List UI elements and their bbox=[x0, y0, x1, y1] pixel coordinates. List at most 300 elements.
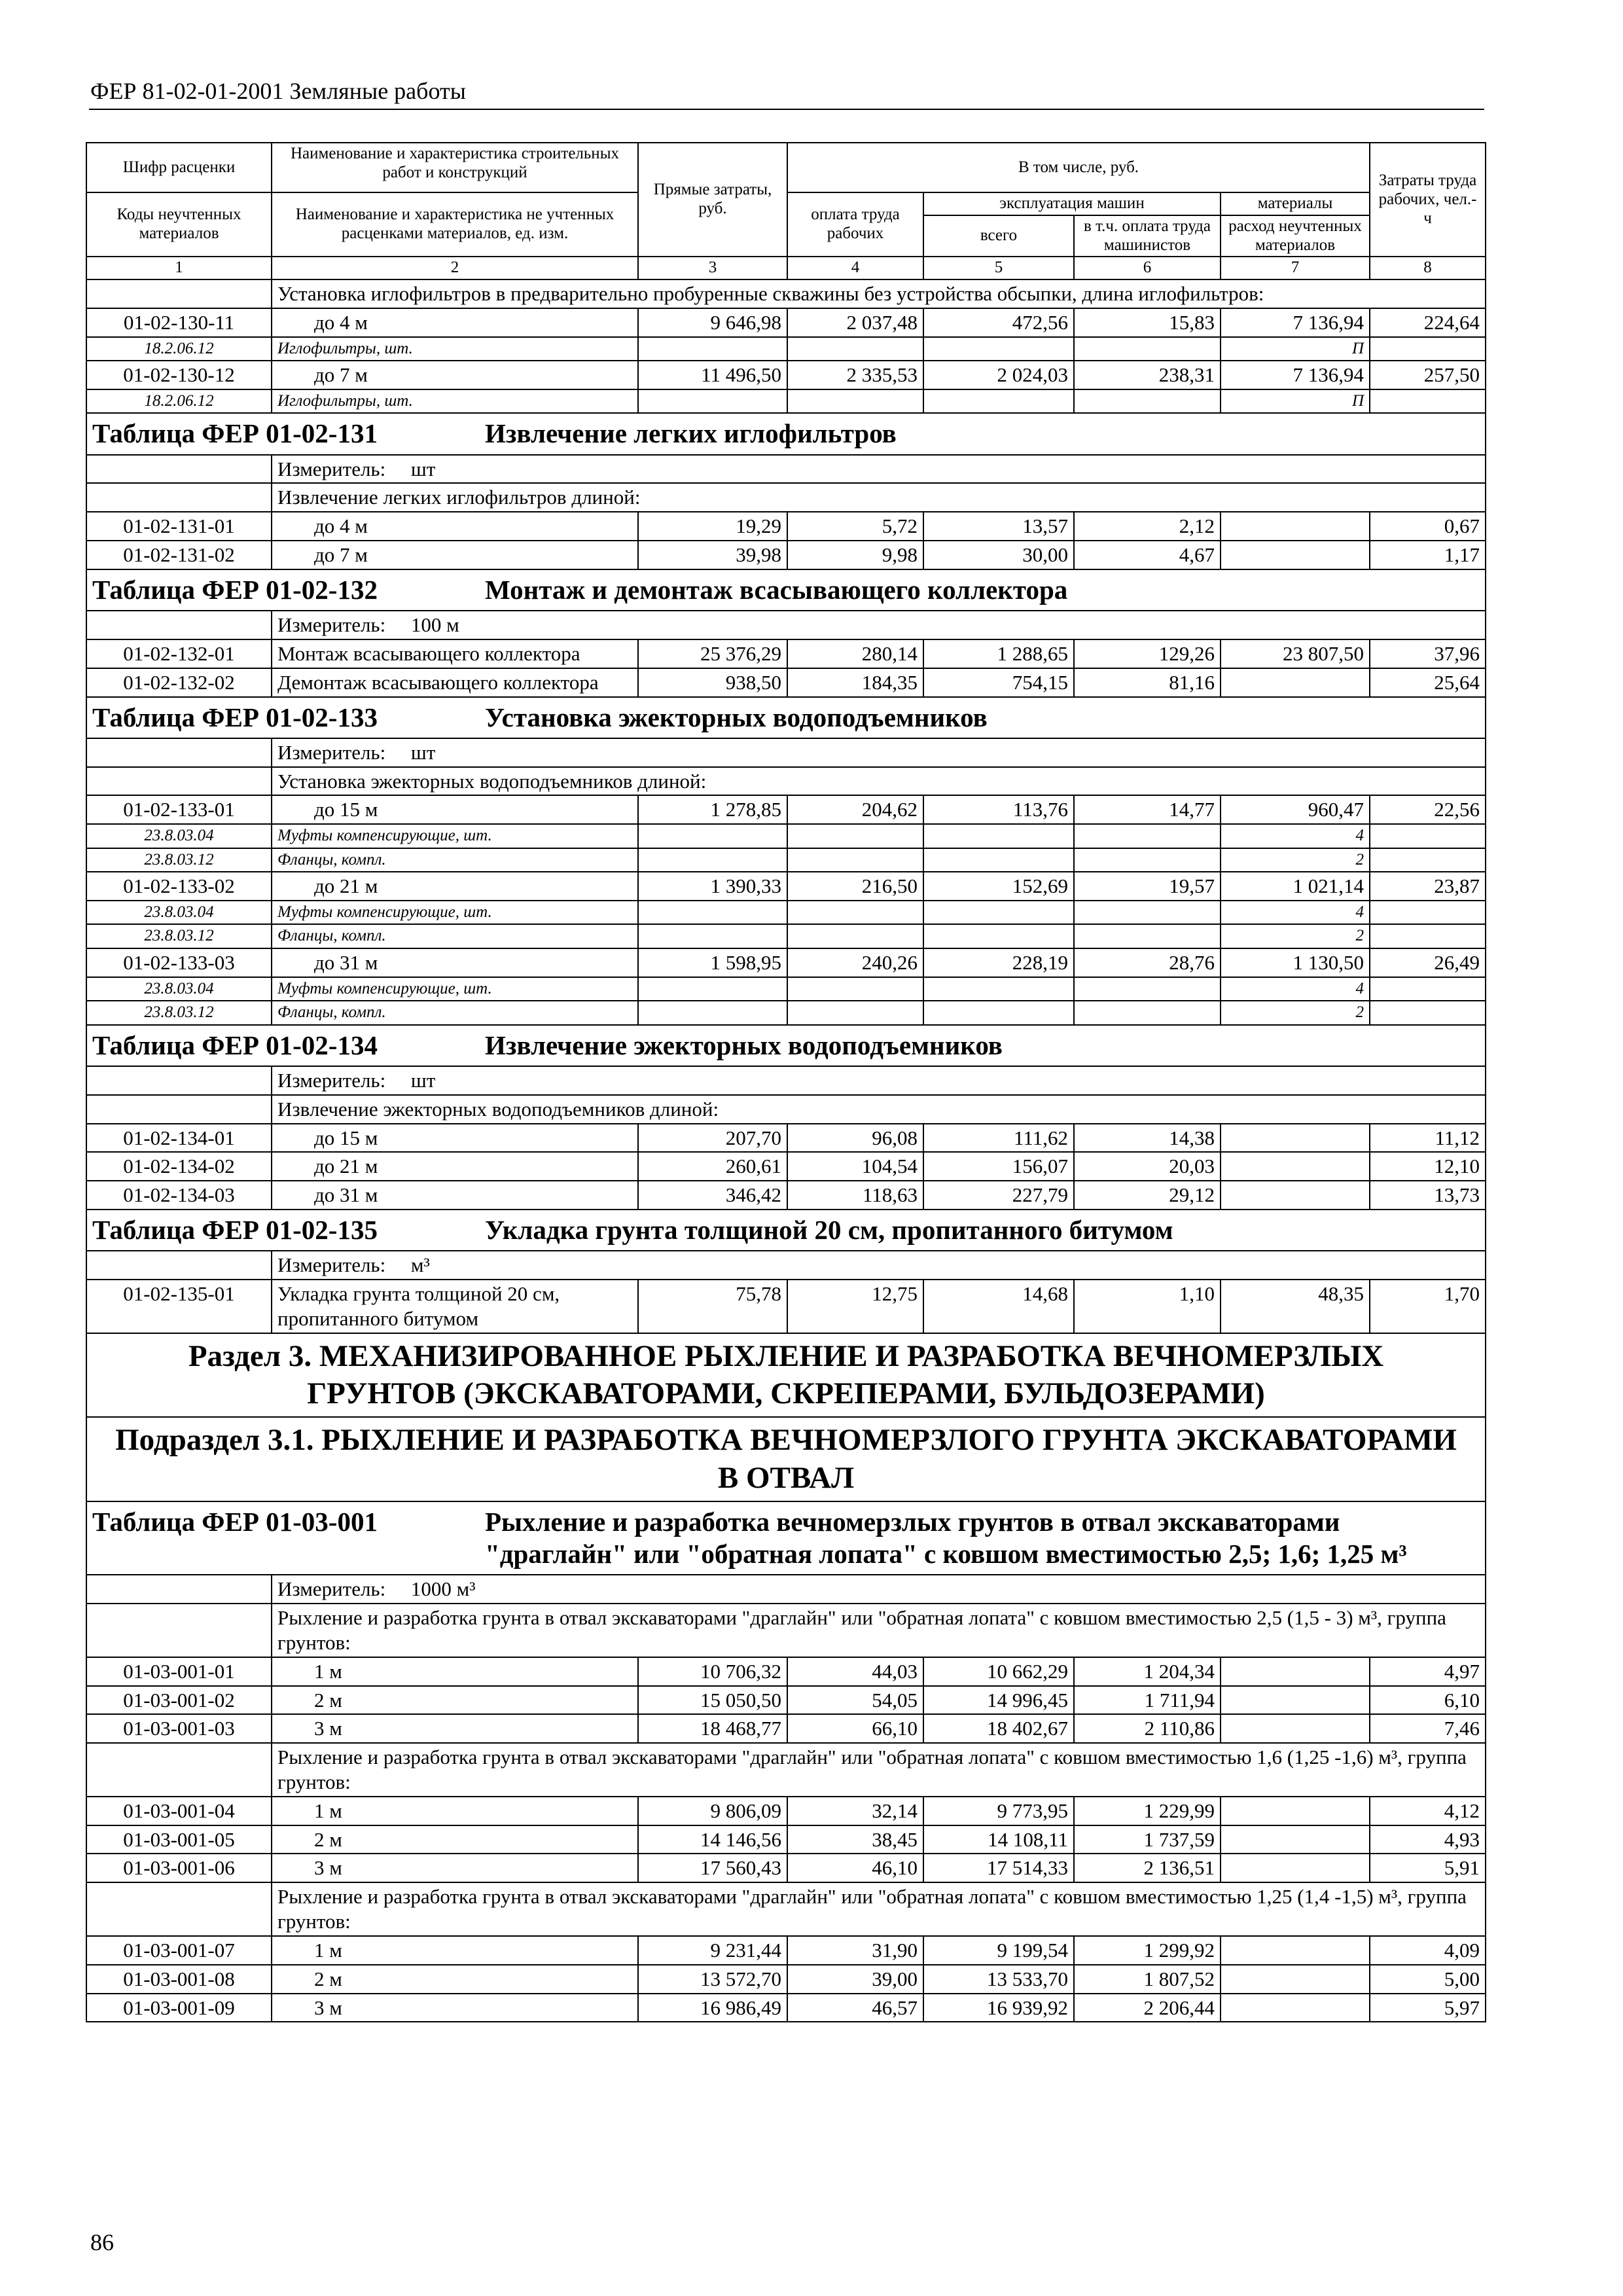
col-num: 2 bbox=[272, 257, 638, 279]
empty-cell bbox=[638, 389, 787, 414]
unit-text: Измеритель: 1000 м³ bbox=[272, 1575, 1486, 1604]
rate-value: 5,91 bbox=[1370, 1854, 1486, 1882]
rate-value: 224,64 bbox=[1370, 308, 1486, 337]
rate-value bbox=[1221, 1124, 1370, 1153]
rate-value: 10 706,32 bbox=[638, 1657, 787, 1686]
rate-value: 240,26 bbox=[787, 948, 923, 977]
unit-text: Измеритель: м³ bbox=[272, 1251, 1486, 1280]
rates-table bbox=[86, 142, 1486, 2022]
material-row bbox=[86, 901, 1486, 925]
table-row bbox=[86, 1825, 1486, 1854]
rate-value: 238,31 bbox=[1074, 361, 1221, 389]
group-intro-row bbox=[86, 1743, 1486, 1797]
rate-code: 01-03-001-05 bbox=[86, 1825, 272, 1854]
empty-cell bbox=[1370, 977, 1486, 1001]
empty-cell bbox=[1074, 977, 1221, 1001]
rate-value: 4,09 bbox=[1370, 1936, 1486, 1965]
unit-text: Измеритель: шт bbox=[272, 738, 1486, 767]
rate-value: 23,87 bbox=[1370, 872, 1486, 901]
rate-value: 152,69 bbox=[923, 872, 1074, 901]
rate-name: до 21 м bbox=[272, 872, 638, 901]
material-code: 23.8.03.04 bbox=[86, 977, 272, 1001]
unit-blank bbox=[86, 611, 272, 639]
col-head-vtom: В том числе, руб. bbox=[787, 143, 1370, 192]
rate-value: 2,12 bbox=[1074, 512, 1221, 541]
empty-cell bbox=[1074, 924, 1221, 948]
rate-value: 17 514,33 bbox=[923, 1854, 1074, 1882]
rate-value bbox=[1221, 1181, 1370, 1210]
header-row-1 bbox=[86, 143, 1486, 192]
rate-value: 227,79 bbox=[923, 1181, 1074, 1210]
rate-value: 15 050,50 bbox=[638, 1686, 787, 1715]
group-intro-text: Установка эжекторных водоподъемников длиной: bbox=[272, 767, 1486, 796]
rate-code: 01-03-001-04 bbox=[86, 1797, 272, 1825]
table-title-row bbox=[86, 1210, 1486, 1251]
unit-blank bbox=[86, 738, 272, 767]
table-title: Извлечение легких иглофильтров bbox=[485, 418, 897, 449]
subsection-heading: Подраздел 3.1. РЫХЛЕНИЕ И РАЗРАБОТКА ВЕЧНОМЕРЗЛОГО ГРУНТА ЭКСКАВАТОРАМИ В ОТВАЛ bbox=[86, 1417, 1486, 1501]
section-heading-row bbox=[86, 1333, 1486, 1418]
rate-name: 3 м bbox=[272, 1854, 638, 1882]
table-title-row bbox=[86, 1025, 1486, 1066]
rate-value: 16 939,92 bbox=[923, 1994, 1074, 2022]
rate-value: 16 986,49 bbox=[638, 1994, 787, 2022]
table-number: Таблица ФЕР 01-02-134 bbox=[92, 1030, 378, 1060]
rate-value: 260,61 bbox=[638, 1152, 787, 1181]
table-title-row bbox=[86, 413, 1486, 454]
col-num: 4 bbox=[787, 257, 923, 279]
table-title: Установка эжекторных водоподъемников bbox=[485, 702, 988, 732]
rate-value: 13,73 bbox=[1370, 1181, 1486, 1210]
rate-code: 01-02-133-01 bbox=[86, 795, 272, 824]
rate-value: 4,97 bbox=[1370, 1657, 1486, 1686]
rate-value bbox=[1221, 1797, 1370, 1825]
group-intro-text: Рыхление и разработка грунта в отвал экскаваторами "драглайн" или "обратная лопата" с ковшом вместимостью 2,5 (1,5 - 3) м³, группа грунтов: bbox=[272, 1604, 1486, 1657]
empty-cell bbox=[1074, 901, 1221, 925]
empty-cell bbox=[923, 824, 1074, 848]
rate-value: 5,72 bbox=[787, 512, 923, 541]
rate-name: до 7 м bbox=[272, 361, 638, 389]
unit-blank bbox=[86, 1251, 272, 1280]
material-code: 23.8.03.12 bbox=[86, 1001, 272, 1025]
table-row bbox=[86, 1152, 1486, 1181]
empty-cell bbox=[638, 824, 787, 848]
unit-blank bbox=[86, 455, 272, 484]
table-row bbox=[86, 1854, 1486, 1882]
rate-name: до 4 м bbox=[272, 512, 638, 541]
rate-value: 48,35 bbox=[1221, 1280, 1370, 1333]
table-row bbox=[86, 668, 1486, 697]
rate-value: 38,45 bbox=[787, 1825, 923, 1854]
rate-value: 7 136,94 bbox=[1221, 308, 1370, 337]
table-row bbox=[86, 308, 1486, 337]
intro-blank bbox=[86, 1604, 272, 1657]
rate-value: 2 206,44 bbox=[1074, 1994, 1221, 2022]
rate-value: 5,00 bbox=[1370, 1965, 1486, 1994]
table-number: Таблица ФЕР 01-02-135 bbox=[92, 1215, 378, 1245]
table-row bbox=[86, 1994, 1486, 2022]
rate-value: 26,49 bbox=[1370, 948, 1486, 977]
table-title-row bbox=[86, 1501, 1486, 1575]
empty-cell bbox=[638, 977, 787, 1001]
rate-value: 938,50 bbox=[638, 668, 787, 697]
col-head-vtch: в т.ч. оплата труда машинистов bbox=[1074, 215, 1221, 257]
rate-value: 25 376,29 bbox=[638, 639, 787, 668]
empty-cell bbox=[1074, 389, 1221, 414]
rate-code: 01-02-130-11 bbox=[86, 308, 272, 337]
empty-cell bbox=[787, 924, 923, 948]
rate-value: 1 299,92 bbox=[1074, 1936, 1221, 1965]
rate-value: 280,14 bbox=[787, 639, 923, 668]
rate-value bbox=[1221, 1936, 1370, 1965]
rate-value: 11,12 bbox=[1370, 1124, 1486, 1153]
rate-name: 1 м bbox=[272, 1797, 638, 1825]
rate-value: 66,10 bbox=[787, 1714, 923, 1743]
intro-blank bbox=[86, 1095, 272, 1124]
material-row bbox=[86, 1001, 1486, 1025]
rate-name: до 4 м bbox=[272, 308, 638, 337]
rate-value: 118,63 bbox=[787, 1181, 923, 1210]
rate-value: 4,93 bbox=[1370, 1825, 1486, 1854]
empty-cell bbox=[1370, 824, 1486, 848]
rate-code: 01-02-132-02 bbox=[86, 668, 272, 697]
empty-cell bbox=[787, 824, 923, 848]
rate-value: 29,12 bbox=[1074, 1181, 1221, 1210]
table-title-row bbox=[86, 569, 1486, 611]
material-row bbox=[86, 337, 1486, 361]
rate-value: 1,17 bbox=[1370, 541, 1486, 569]
group-intro-row bbox=[86, 279, 1486, 308]
col-num: 5 bbox=[923, 257, 1074, 279]
rate-value bbox=[1221, 668, 1370, 697]
rate-value: 12,10 bbox=[1370, 1152, 1486, 1181]
rate-code: 01-02-133-03 bbox=[86, 948, 272, 977]
rate-value: 9 646,98 bbox=[638, 308, 787, 337]
empty-cell bbox=[787, 389, 923, 414]
rate-code: 01-02-135-01 bbox=[86, 1280, 272, 1333]
material-code: 23.8.03.12 bbox=[86, 924, 272, 948]
rate-value: 204,62 bbox=[787, 795, 923, 824]
material-qty: П bbox=[1221, 337, 1370, 361]
group-intro-text: Извлечение эжекторных водоподъемников длиной: bbox=[272, 1095, 1486, 1124]
rate-value: 228,19 bbox=[923, 948, 1074, 977]
rate-value: 6,10 bbox=[1370, 1686, 1486, 1715]
empty-cell bbox=[638, 848, 787, 872]
material-qty: 4 bbox=[1221, 824, 1370, 848]
table-row bbox=[86, 512, 1486, 541]
rate-value: 44,03 bbox=[787, 1657, 923, 1686]
rate-value: 7 136,94 bbox=[1221, 361, 1370, 389]
material-name: Иглофильтры, шт. bbox=[272, 389, 638, 414]
rate-value bbox=[1221, 1686, 1370, 1715]
rate-value: 15,83 bbox=[1074, 308, 1221, 337]
material-qty: 2 bbox=[1221, 848, 1370, 872]
unit-row bbox=[86, 1251, 1486, 1280]
rate-value: 2 335,53 bbox=[787, 361, 923, 389]
rate-value: 1 204,34 bbox=[1074, 1657, 1221, 1686]
rate-value: 104,54 bbox=[787, 1152, 923, 1181]
rate-code: 01-03-001-08 bbox=[86, 1965, 272, 1994]
rate-value: 5,97 bbox=[1370, 1994, 1486, 2022]
material-code: 18.2.06.12 bbox=[86, 337, 272, 361]
table-row bbox=[86, 872, 1486, 901]
material-row bbox=[86, 848, 1486, 872]
group-intro-text: Рыхление и разработка грунта в отвал экскаваторами "драглайн" или "обратная лопата" с ковшом вместимостью 1,6 (1,25 -1,6) м³, группа грунтов: bbox=[272, 1743, 1486, 1797]
rate-value: 81,16 bbox=[1074, 668, 1221, 697]
unit-row bbox=[86, 1575, 1486, 1604]
rate-value: 46,10 bbox=[787, 1854, 923, 1882]
col-head-shifr: Шифр расценки bbox=[86, 143, 272, 192]
rate-value: 2 110,86 bbox=[1074, 1714, 1221, 1743]
group-intro-text: Извлечение легких иглофильтров длиной: bbox=[272, 483, 1486, 512]
empty-cell bbox=[638, 901, 787, 925]
rate-value: 19,29 bbox=[638, 512, 787, 541]
rate-value: 1 130,50 bbox=[1221, 948, 1370, 977]
rate-value: 18 468,77 bbox=[638, 1714, 787, 1743]
empty-cell bbox=[787, 977, 923, 1001]
rate-value: 111,62 bbox=[923, 1124, 1074, 1153]
table-number: Таблица ФЕР 01-02-132 bbox=[92, 574, 378, 605]
unit-text: Измеритель: шт bbox=[272, 1066, 1486, 1095]
unit-text: Измеритель: шт bbox=[272, 455, 1486, 484]
rate-name: Монтаж всасывающего коллектора bbox=[272, 639, 638, 668]
unit-text: Измеритель: 100 м bbox=[272, 611, 1486, 639]
rate-value: 9 806,09 bbox=[638, 1797, 787, 1825]
intro-blank bbox=[86, 1882, 272, 1936]
table-number: Таблица ФЕР 01-02-131 bbox=[92, 418, 378, 449]
empty-cell bbox=[923, 924, 1074, 948]
rate-value: 1 021,14 bbox=[1221, 872, 1370, 901]
rate-value: 1 288,65 bbox=[923, 639, 1074, 668]
rate-name: до 7 м bbox=[272, 541, 638, 569]
rate-value: 13 572,70 bbox=[638, 1965, 787, 1994]
empty-cell bbox=[1370, 1001, 1486, 1025]
rate-value bbox=[1221, 512, 1370, 541]
rate-code: 01-03-001-09 bbox=[86, 1994, 272, 2022]
empty-cell bbox=[787, 848, 923, 872]
rate-value: 754,15 bbox=[923, 668, 1074, 697]
rate-code: 01-03-001-02 bbox=[86, 1686, 272, 1715]
material-name: Фланцы, компл. bbox=[272, 1001, 638, 1025]
empty-cell bbox=[1074, 824, 1221, 848]
empty-cell bbox=[787, 337, 923, 361]
empty-cell bbox=[787, 1001, 923, 1025]
rate-value: 30,00 bbox=[923, 541, 1074, 569]
material-code: 23.8.03.04 bbox=[86, 824, 272, 848]
col-head-rashod: расход неучтенных материалов bbox=[1221, 215, 1370, 257]
material-name: Иглофильтры, шт. bbox=[272, 337, 638, 361]
table-row bbox=[86, 1936, 1486, 1965]
rate-name: Демонтаж всасывающего коллектора bbox=[272, 668, 638, 697]
rate-value: 13,57 bbox=[923, 512, 1074, 541]
rate-code: 01-02-131-02 bbox=[86, 541, 272, 569]
empty-cell bbox=[923, 337, 1074, 361]
rate-value: 346,42 bbox=[638, 1181, 787, 1210]
rate-value bbox=[1221, 1994, 1370, 2022]
rate-name: 3 м bbox=[272, 1994, 638, 2022]
rate-name: до 31 м bbox=[272, 948, 638, 977]
rate-value: 28,76 bbox=[1074, 948, 1221, 977]
material-name: Муфты компенсирующие, шт. bbox=[272, 824, 638, 848]
table-row bbox=[86, 1280, 1486, 1333]
intro-blank bbox=[86, 483, 272, 512]
rate-value: 25,64 bbox=[1370, 668, 1486, 697]
rate-code: 01-03-001-07 bbox=[86, 1936, 272, 1965]
material-qty: 2 bbox=[1221, 924, 1370, 948]
table-title: Укладка грунта толщиной 20 см, пропитанного битумом bbox=[485, 1215, 1173, 1245]
material-code: 18.2.06.12 bbox=[86, 389, 272, 414]
col-head-materialy: материалы bbox=[1221, 192, 1370, 215]
rate-value: 9 231,44 bbox=[638, 1936, 787, 1965]
material-row bbox=[86, 824, 1486, 848]
col-num: 6 bbox=[1074, 257, 1221, 279]
table-title: Монтаж и демонтаж всасывающего коллектора bbox=[485, 574, 1068, 605]
rate-value: 1 737,59 bbox=[1074, 1825, 1221, 1854]
rate-value: 113,76 bbox=[923, 795, 1074, 824]
empty-cell bbox=[638, 924, 787, 948]
table-row bbox=[86, 1965, 1486, 1994]
rate-code: 01-03-001-06 bbox=[86, 1854, 272, 1882]
rate-name: 3 м bbox=[272, 1714, 638, 1743]
rate-value: 2 136,51 bbox=[1074, 1854, 1221, 1882]
rate-value: 17 560,43 bbox=[638, 1854, 787, 1882]
empty-cell bbox=[1370, 924, 1486, 948]
table-title-cell bbox=[86, 413, 1486, 454]
unit-row bbox=[86, 738, 1486, 767]
rate-value: 1,70 bbox=[1370, 1280, 1486, 1333]
col-num: 1 bbox=[86, 257, 272, 279]
running-header: ФЕР 81-02-01-2001 Земляные работы bbox=[90, 78, 466, 104]
material-row bbox=[86, 924, 1486, 948]
table-title-cell bbox=[86, 1501, 1486, 1575]
empty-cell bbox=[923, 848, 1074, 872]
unit-blank bbox=[86, 1575, 272, 1604]
rate-value: 14,68 bbox=[923, 1280, 1074, 1333]
table-row bbox=[86, 361, 1486, 389]
group-intro-text: Установка иглофильтров в предварительно пробуренные скважины без устройства обсыпки, длина иглофильтров: bbox=[272, 279, 1486, 308]
rate-value bbox=[1221, 1657, 1370, 1686]
rate-value: 257,50 bbox=[1370, 361, 1486, 389]
rate-value: 1 229,99 bbox=[1074, 1797, 1221, 1825]
unit-row bbox=[86, 1066, 1486, 1095]
rate-value bbox=[1221, 1854, 1370, 1882]
rate-value: 32,14 bbox=[787, 1797, 923, 1825]
rate-value: 9 773,95 bbox=[923, 1797, 1074, 1825]
col-num: 7 bbox=[1221, 257, 1370, 279]
rate-value: 75,78 bbox=[638, 1280, 787, 1333]
empty-cell bbox=[787, 901, 923, 925]
section-heading: Раздел 3. МЕХАНИЗИРОВАННОЕ РЫХЛЕНИЕ И РАЗРАБОТКА ВЕЧНОМЕРЗЛЫХ ГРУНТОВ (ЭКСКАВАТОРАМИ, СКРЕПЕРАМИ, БУЛЬДОЗЕРАМИ) bbox=[86, 1333, 1486, 1418]
rate-value bbox=[1221, 1714, 1370, 1743]
empty-cell bbox=[1370, 848, 1486, 872]
rate-value: 31,90 bbox=[787, 1936, 923, 1965]
group-intro-row bbox=[86, 1095, 1486, 1124]
table-row bbox=[86, 1657, 1486, 1686]
rate-code: 01-02-132-01 bbox=[86, 639, 272, 668]
rate-code: 01-02-134-02 bbox=[86, 1152, 272, 1181]
material-code: 23.8.03.12 bbox=[86, 848, 272, 872]
rate-name: 2 м bbox=[272, 1686, 638, 1715]
rate-value: 19,57 bbox=[1074, 872, 1221, 901]
col-head-ekspl: эксплуатация машин bbox=[923, 192, 1221, 215]
table-title-cell bbox=[86, 569, 1486, 611]
material-qty: 4 bbox=[1221, 901, 1370, 925]
rate-value: 14,38 bbox=[1074, 1124, 1221, 1153]
material-name: Муфты компенсирующие, шт. bbox=[272, 977, 638, 1001]
intro-blank bbox=[86, 279, 272, 308]
rate-value: 129,26 bbox=[1074, 639, 1221, 668]
table-row bbox=[86, 541, 1486, 569]
rate-value bbox=[1221, 1965, 1370, 1994]
rate-value: 1 598,95 bbox=[638, 948, 787, 977]
col-head-vsego: всего bbox=[923, 215, 1074, 257]
group-intro-row bbox=[86, 1882, 1486, 1936]
rate-value: 207,70 bbox=[638, 1124, 787, 1153]
rate-code: 01-02-133-02 bbox=[86, 872, 272, 901]
intro-blank bbox=[86, 1743, 272, 1797]
rate-value: 216,50 bbox=[787, 872, 923, 901]
rate-code: 01-03-001-01 bbox=[86, 1657, 272, 1686]
subsection-heading-row bbox=[86, 1417, 1486, 1501]
table-row bbox=[86, 948, 1486, 977]
rate-value: 39,98 bbox=[638, 541, 787, 569]
rate-value: 472,56 bbox=[923, 308, 1074, 337]
rate-name: 2 м bbox=[272, 1825, 638, 1854]
rate-value: 1 390,33 bbox=[638, 872, 787, 901]
table-row bbox=[86, 639, 1486, 668]
unit-blank bbox=[86, 1066, 272, 1095]
rate-value bbox=[1221, 1825, 1370, 1854]
rate-value: 54,05 bbox=[787, 1686, 923, 1715]
table-body bbox=[86, 143, 1486, 2022]
rate-name: до 15 м bbox=[272, 795, 638, 824]
rate-name: 2 м bbox=[272, 1965, 638, 1994]
rate-value: 1,10 bbox=[1074, 1280, 1221, 1333]
rate-value: 96,08 bbox=[787, 1124, 923, 1153]
header-rule bbox=[89, 109, 1484, 110]
rate-value: 4,67 bbox=[1074, 541, 1221, 569]
rate-value: 13 533,70 bbox=[923, 1965, 1074, 1994]
rate-value: 1 278,85 bbox=[638, 795, 787, 824]
table-title: Извлечение эжекторных водоподъемников bbox=[485, 1030, 1003, 1060]
rate-code: 01-03-001-03 bbox=[86, 1714, 272, 1743]
rate-value: 9,98 bbox=[787, 541, 923, 569]
rate-value: 22,56 bbox=[1370, 795, 1486, 824]
table-row bbox=[86, 795, 1486, 824]
col-head-name-top: Наименование и характеристика строительных работ и конструкций bbox=[272, 143, 638, 192]
empty-cell bbox=[638, 337, 787, 361]
rate-value: 14 108,11 bbox=[923, 1825, 1074, 1854]
empty-cell bbox=[1370, 901, 1486, 925]
rate-value bbox=[1221, 541, 1370, 569]
table-row bbox=[86, 1797, 1486, 1825]
group-intro-text: Рыхление и разработка грунта в отвал экскаваторами "драглайн" или "обратная лопата" с ковшом вместимостью 1,25 (1,4 -1,5) м³, группа грунтов: bbox=[272, 1882, 1486, 1936]
rate-value: 960,47 bbox=[1221, 795, 1370, 824]
rate-value: 14,77 bbox=[1074, 795, 1221, 824]
table-number: Таблица ФЕР 01-03-001 bbox=[92, 1506, 378, 1537]
rate-value: 46,57 bbox=[787, 1994, 923, 2022]
group-intro-row bbox=[86, 483, 1486, 512]
rate-name: до 15 м bbox=[272, 1124, 638, 1153]
rate-name: до 21 м bbox=[272, 1152, 638, 1181]
material-row bbox=[86, 389, 1486, 414]
rate-value: 14 996,45 bbox=[923, 1686, 1074, 1715]
group-intro-row bbox=[86, 767, 1486, 796]
material-qty: П bbox=[1221, 389, 1370, 414]
rate-value: 4,12 bbox=[1370, 1797, 1486, 1825]
empty-cell bbox=[923, 977, 1074, 1001]
page-number: 86 bbox=[90, 2229, 114, 2255]
